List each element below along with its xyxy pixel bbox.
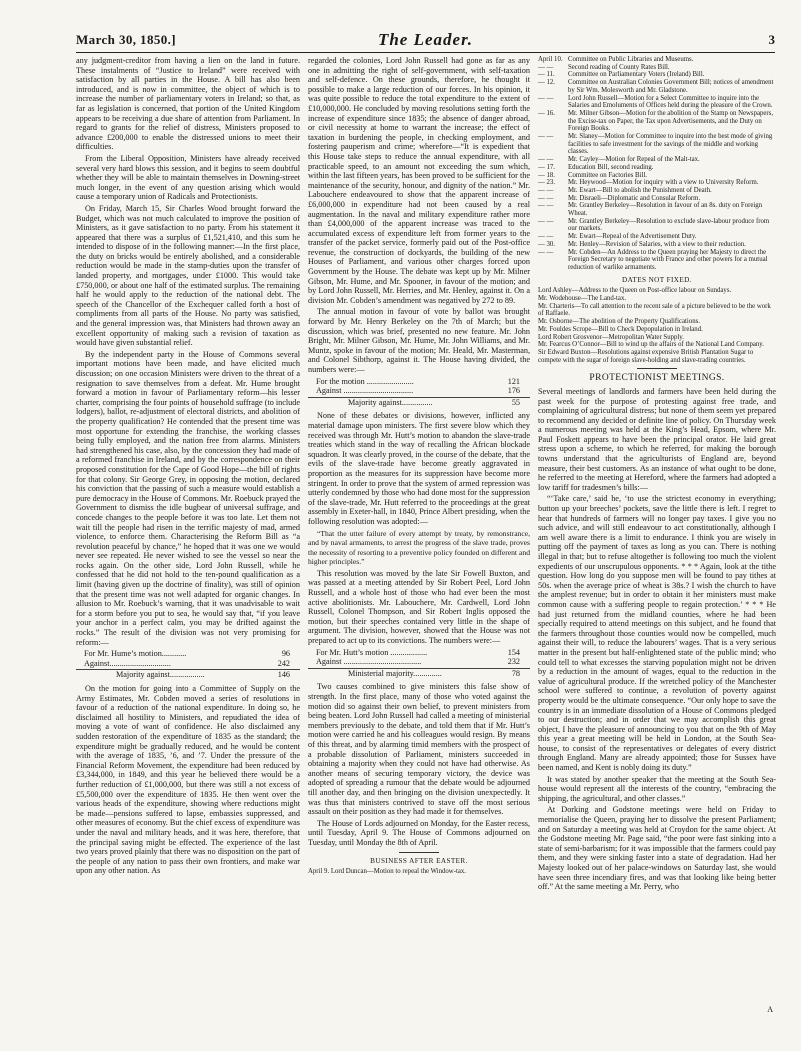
list-item [538,95,776,110]
division-table [308,377,530,408]
list-item-text: Committee on Public Libraries and Museums. [568,56,694,63]
list-item-date: — 17. [538,163,555,171]
list-item [538,195,776,203]
division-row-against: Against.............................. 242 [84,658,290,668]
section-divider [399,852,439,853]
list-item-date: — 11. [538,71,555,79]
header-rule [76,52,775,53]
section-heading-dates: DATES NOT FIXED. [622,275,692,284]
division-row-against: Against .................................. 176 [316,386,520,396]
list-item-text: Committee on Australian Colonies Government Bill; notices of amendment by Sir Wm. Molesworth and Mr. Gladstone. [568,79,774,94]
list-item-text: Mr. Grantley Berkeley—Resolution to exclude slave-labour produce from our markets. [568,217,770,233]
list-item-text: Mr. Disraeli—Diplomatic and Consular Reform. [568,194,701,202]
column-1 [76,56,300,991]
section-divider [637,368,677,369]
list-item-date: — — [538,186,554,194]
list-item: Mr. Charteris—To call attention to the recent sale of a picture believed to be the work of Raffaele. [538,302,771,318]
article-paragraph: At Dorking and Godstone meetings were held on Friday to memorialise the Queen, praying her to dissolve the present Parliament; and on Saturday a meeting was held at Croydon for the same object. At the Godstone meeting Mr. Page said, “the poor were fast sinking into a state of semi-barbarism; for it was impossible that the farmers could pay them, and they were sinking faster into a state of degradation. Had her Majesty looked out of her palace-windows on Saturday last, she would have seen three incendiary fires, and was that looking like being better off.” At the same meeting a Mr. Perry, who [538,805,776,892]
masthead-title: The Leader. [377,30,474,49]
list-item-text: Committee on Factories Bill. [568,171,647,179]
list-item [538,202,776,217]
article-paragraph: The House of Lords adjourned on Monday, for the Easter recess, until Tuesday, April 9. The House of Commons adjourned on Tuesday, until Monday the 8th of April. [308,818,530,847]
list-item-date: — 30. [538,240,555,248]
article-paragraph: This resolution was moved by the late Sir Fowell Buxton, and was passed at a meeting attended by Sir Robert Peel, Lord John Russell, and a whole host of those who had ever been the most active abolitionists. Mr. Labouchere, Mr. Cardwell, Lord John Russell, Colonel Thompson, and Sir Robert Inglis opposed the motion, but their speeches contained very little in the shape of argument. The division, however, showed that the House was not prepared to act up to its convictions. The numbers were:— [308,568,530,646]
division-row-majority: Majority against................. 146 [76,669,300,680]
list-item-text: Lord John Russell—Motion for a Select Committee to inquire into the Salaries and Emoluments of Offices held during the pleasure of the Crown. [568,94,773,110]
column-2 [308,56,530,991]
list-item-date: — — [538,133,554,141]
list-item-date: — 16. [538,109,555,117]
list-item-date: — — [538,217,554,225]
division-table [308,648,530,679]
dates-list [538,287,776,364]
list-item-date: April 10. [538,56,563,63]
list-item-text: Mr. Grantley Berkeley—Resolution in favour of an 8s. duty on Foreign Wheat. [568,202,763,218]
list-item-text: Mr. Ewart—Bill to abolish the Punishment of Death. [568,186,712,194]
list-item-date: — — [538,202,554,210]
article-paragraph: From the Liberal Opposition, Ministers have already received several very hard blows this session, and it begins to seem doubtful whether they will be able to maintain themselves in Downing-street much longer, in the event of any question arising which would cause a temporary union of Radicals and Protectionists. [76,153,300,202]
list-item-text: Mr. Cayley—Motion for Repeal of the Malt-tax. [568,156,700,164]
list-item: April 9. Lord Duncan—Motion to repeal the Window-tax. [308,868,466,876]
list-item [538,233,776,241]
list-item: Mr. Osborne—The abolition of the Property Qualifications. [538,318,700,326]
list-item [538,249,776,272]
list-item: Mr. Fouldes Scrope—Bill to Check Depopulation in Ireland. [538,325,703,333]
list-item-date: — — [538,248,554,256]
list-item: Lord Ashley—Address to the Queen on Post-office labour on Sundays. [538,287,732,295]
list-item [538,172,776,180]
column-3 [538,56,776,991]
list-item [538,64,776,72]
list-item [538,218,776,233]
page-number: 3 [768,32,775,47]
list-item-text: Education Bill, second reading. [568,163,654,171]
quoted-speech: “‘Take care,’ said he, ‘to use the strictest economy in everything; button up your breeches’ pockets, save the little there is left. I regret to hear that hundreds of farmers will no longer pay taxes. I give you no such advice, and will still endeavour to act constitutionally, although I am well aware there is a limit to endurance. I think you are wisely in putting off the payment of taxes as long as you can. There is nothing illegal in that; but to refuse altogether is following too much the violent expedients of our unscrupulous opponents. * * * Again, look at the tithe question. How long do you suppose men will be found to pay tithes at 50s. when the average price of wheat is 38s.? I wish the church to have the amplest revenue; but in order to obtain it her ministers must make common cause with a suffering people to regain protection.’ * * * He had just returned from the midland counties, where he had been specially required to attend meetings on this subject, and he found that the farmers throughout those counties would now be compelled, much against their will, to reduce the labourers’ wages. That is a very serious matter in the present but half-enlightened state of the public mind; who could tell to what excesses the starving population might not be driven by a reduction in the amount of wages, equal to the reduction in the value of agricultural produce. If the wretched policy of the Manchester school were suffered to continue, a revolution of poverty against property would be the ultimate consequence. “Our only hope to save the country is in an immediate dissolution of a House of Commons pledged to our destruction; and in order that we may accomplish this great object, I have the pleasure of announcing to you that on the 9th of May this year a great meeting will be held in London, at the South Sea-house, to consist of the representatives or delegates of every district through England. Many are already appointed; those for Sussex have been named, and Kent is nobly doing its duty.” [538,494,776,773]
list-item-date: — 18. [538,171,555,179]
list-item [538,156,776,164]
article-paragraph: regarded the colonies, Lord John Russell had gone as far as any one in admitting the right of self-government, with self-taxation and self-defence. On these grounds, therefore, he thought it possible to make a large reduction of our forces. In his opinion, it was quite possible to reduce the total expenditure to the extent of £10,000,000. He concluded by moving resolutions setting forth the increase of expenditure since 1835; the absence of danger abroad, or civil necessity at home to warrant the increase; the effect of taxation in burdening the people, in checking employment, and fostering pauperism and crime; wherefore—“It is expedient that this House take steps to reduce the annual expenditure, with all practicable speed, to an amount not exceeding the sum which, within the last fifteen years, has been proved to be sufficient for the maintenance of the security, honour, and dignity of the nation.” Mr. Labouchere endeavoured to show that the apparent increase of £6,000,000 in expenditure had not been caused by a real augmentation. In the naval and military expenditure rather more than £4,000,000 of the apparent increase was traced to the accumulated excess of expenditure left from former years to the transfer of the packet service, formerly paid out of the Post-office revenue, the construction of dockyards, the building of the new Houses of Parliament, and various other charges forced upon Government by the House. The debate was kept up by Mr. Milner Gibson, Mr. Hume, and Mr. Spooner, in favour of the motion; and by Lord John Russell, Mr. Herries, and Mr. Henley, against it. On a division Mr. Cobden’s amendment was negatived by 272 to 89. [308,56,530,305]
list-item [538,241,776,249]
article-paragraph: Two causes combined to give ministers this false show of strength. In the first place, many of those who voted against the motion did so against their own belief, to prevent ministers from being beaten. Lord John Russell had called a meeting of ministerial members previously to the debate, and told them that if Mr. Hutt’s motion were carried he and his colleagues would resign. By means of this threat, and by alarming timid members with the prospect of a probable dissolution of Parliament, ministers succeeded in obtaining a majority when they could not have had otherwise. As another means of securing temporary victory, the device was adopted of spreading a rumour that the debate would be adjourned till another day, and then bringing on the division unexpectedly. It was thus that ministers contrived to stave off the most serious assault on their position as they had made it for themselves. [308,682,530,817]
article-paragraph: It was stated by another speaker that the meeting at the South Sea-house would represent all the interests of the country, “embracing the shipping, the agricultural, and other classes.” [538,774,776,803]
division-row-against: Against ...................................... 232 [316,657,520,667]
issue-date: March 30, 1850.] [76,32,177,47]
division-row-majority: Ministerial majority.............. 78 [308,668,530,679]
list-item [538,187,776,195]
article-paragraph: None of these debates or divisions, however, inflicted any material damage upon ministers. The first severe blow which they received was through Mr. Hutt’s motion to abandon the slave-trade treaties which stand in the way of recalling the African blockade squadron. It was clearly proved, in the course of the debate, that the evils of the slave-trade have become greatly aggravated in proportion as the measures for its suppression have become more stringent. In order to prove that the system of armed repression was utterly condemned by those who had done most for the suppression of the slave-trade, Mr. Hutt referred to the proceedings at the great assembly in Exeter-hall, in 1840, Prince Albert presiding, when the following resolution was adopted:— [308,411,530,526]
list-item [538,71,776,79]
page-header [76,32,775,48]
article-paragraph: The annual motion in favour of vote by ballot was brought forward by Mr. Henry Berkeley on the 7th of March; but the discussion, which was brief, presented no new feature. Mr. John Bright, Mr. Milner Gibson, Mr. Hume, Mr. John Williams, and Mr. Muntz, spoke in favour of the motion; Mr. Heald, Mr. Masterman, and Colonel Sibthorp, against it. The House having divided, the numbers were:— [308,307,530,374]
list-item: Mr. Wodehouse—The Land-tax. [538,294,627,302]
list-item [538,56,776,64]
business-list [308,868,530,876]
section-heading-business: BUSINESS AFTER EASTER. [370,856,468,865]
list-item-text: Mr. Heywood—Motion for inquiry with a view to University Reform. [568,179,759,187]
article-paragraph: any judgment-creditor from having a lien on the land in future. These instalments of “Justice to Ireland” were received with satisfaction by all parties in the House. A bill has also been introduced, and is now in committee, the object of which is to increase the number of parliamentary voters in Ireland; so that, as far as legislation is concerned, that portion of the United Kingdom appears to be receiving a due share of attention from Parliament. In regard to grants for the relief of distress, Ministers proposed to advance £200,000 to enable the distressed unions to meet their difficulties. [76,56,300,152]
list-item-date: — — [538,63,554,71]
list-item-text: Second reading of County Rates Bill. [568,63,670,71]
list-item-text: Mr. Milner Gibson—Motion for the abolition of the Stamp on Newspapers, the Excise-tax on Paper, the Tax upon Advertisements, and the Duty on Foreign Books. [568,109,774,133]
division-row-for: For the motion ....................... 121 [316,376,520,386]
list-item-date: — — [538,233,554,241]
list-item-date: — 23. [538,179,555,187]
list-item: Sir Edward Buxton—Resolutions against expensive British Plantation Sugar to compete with the sugar of foreign slave-holding and slave-trading countries. [538,348,754,364]
list-item [538,164,776,172]
division-row-for: For Mr. Hume’s motion............ 96 [84,649,290,659]
list-item-date: — — [538,156,554,164]
list-item: Mr. Fearcus O’Connor—Bill to wind up the affairs of the National Land Company. [538,341,764,349]
list-item-date: — — [538,194,554,202]
list-item-date: — 12. [538,79,555,87]
list-item-text: Mr. Henley—Revision of Salaries, with a view to their reduction. [568,240,746,248]
signature-mark: A [767,1005,773,1014]
list-item-text: Mr. Slaney—Motion for Committee to inquire into the best mode of giving facilities to safe investment for the savings of the middle and working classes. [568,133,773,156]
list-item [538,133,776,156]
list-item-text: Committee on Parliamentary Voters (Ireland) Bill. [568,71,705,79]
division-row-for: For Mr. Hutt’s motion .................. 154 [316,647,520,657]
quoted-resolution: “That the utter failure of every attempt by treaty, by remonstrance, and by naval armaments, to arrest the progress of the slave trade, proves the necessity of resorting to a preventive policy founded on different and higher principles.” [308,528,530,567]
list-item: Lord Robert Grosvenor—Metropolitan Water Supply. [538,333,684,341]
list-item-text: Mr. Ewart—Repeal of the Advertisement Duty. [568,233,697,241]
article-paragraph: On Friday, March 15, Sir Charles Wood brought forward the Budget, which was not much calculated to improve the position of Ministers, as it gave satisfaction to no party. From his statement it appeared that there was a surplus of £1,521,410, and this sum he intended to dispose of in the following manner:—In the first place, the duty on bricks would be entirely abolished, and a considerable reduction would be made in the stamp-duties upon the transfer of landed property, and mortgages, under £1000. This would take £750,000, or about one half of the estimated surplus. The remaining half he would apply to the reduction of the national debt. The speech of the Chancellor of the Exchequer called forth a host of compliments from all parts of the House. No party was satisfied, and the general impression was, that Ministers had thrown away an excellent opportunity of making such a revision of taxation as would have given substantial relief. [76,203,300,348]
article-paragraph: Several meetings of landlords and farmers have been held during the past week for the purpose of protesting against free trade, and complaining of agricultural distress; but none of them seem yet prepared to recommend any decided or definite line of policy. On Thursday week a numerous meeting was held at the King’s Head, Epsom, where Mr. Paul Foskett appears to have been the principal orator. He laid great stress upon a scheme, to which he referred, for making the borough towns understand that the agriculturists of England are, beyond measure, their best customers. As an instance of what ought to be done, he referred to the meeting at Hereford, where the farmers had adopted a low tariff for tradesmen’s bills:— [538,386,776,492]
business-list [538,56,776,272]
list-item [538,79,776,94]
list-item-text: Mr. Cobden—An Address to the Queen praying her Majesty to direct the Foreign Secretary to negotiate with France and other powers for a mutual reduction of warlike armaments. [568,248,768,271]
division-row-majority: Majority against............... 55 [308,397,530,408]
article-paragraph: By the independent party in the House of Commons several important motions have been made, and have elicited much discussion; on one occasion Ministers were driven to the threat of a resignation to save themselves from a defeat. Mr. Hume brought forward a motion in favour of Parliamentary reform—his lesser charter, comprising the four points of household suffrage (to include lodgers), ballot, re-adjustment of electoral districts, and abolition of the property qualification? He contended that the present time was most opportune for extending the franchise, the working classes being fully employed, and the nation free from alarms. Ministers had strengthened his case, also, by the concession they had made of a reformed franchise in Ireland, and by the correspondence on their proposed constitution for the Cape of Good Hope—the bill of rights for that colony. Sir George Grey, in opposing the motion, declared his conviction that the passing of such a measure would establish a pure democracy in the House of Commons. Mr. Roebuck prayed the Government to dismiss the idle bugbear of universal suffrage, and concede changes to the people before it was too late. Let them not wait till the people had risen in the terrific majesty of mad, armed violence, to enforce them. Characterising the Reform Bill as “a revolution peaceful by chance,” he hoped that it was one we would never see repeated. He never wished to see the vessel so near the rocks again. On the other side, Lord John Russell, while he confessed that he did not hold to the ten-pound qualification as a limit (having given up the doctrine of finality), was still of opinion that the present time was not well adapted for organic changes. In allusion to Mr. Roebuck’s warning, that it was unadvisable to wait for a storm before you put to sea, he would say that, “if you leave your anchor in a perfect calm, you may be drifted against the rocks.” The result of the division was not very promising for reform:— [76,349,300,647]
division-table [76,649,300,680]
article-paragraph: On the motion for going into a Committee of Supply on the Army Estimates, Mr. Cobden moved a series of resolutions in favour of a reduction of the national expenditure. In doing so, he disclaimed all hostility to Ministers, and repudiated the idea of moving a vote of want of confidence. He also disclaimed any sudden restoration of the expenditure of 1835 as the standard; the expenditure might be gradually reduced, and he would be content with the average of 1835, ’6, and ’7. Under the pressure of the Financial Reform Movement, the expenditure had been reduced by £3,344,000, in 1849, and this year he believed there would be a further reduction of £1,000,000, but there was still a not excess of £5,500,000 over the expenditure of 1835. He then went over the various heads of the expenditure, showing where reductions might be made—pensions suffered to lapse, embassies suppressed, and other measures of economy. But the chief excess of expenditure was under the naval and military heads, and it was here, therefore, that the principal saving might be effected. The experience of the last two years proved plainly that there was no disposition on the part of the people of any nation to pass their own frontiers, and make war upon any other nation. As [76,684,300,876]
list-item-date: — — [538,94,554,102]
section-heading-protectionist: PROTECTIONIST MEETINGS. [589,373,725,384]
list-item [538,179,776,187]
list-item [538,110,776,133]
